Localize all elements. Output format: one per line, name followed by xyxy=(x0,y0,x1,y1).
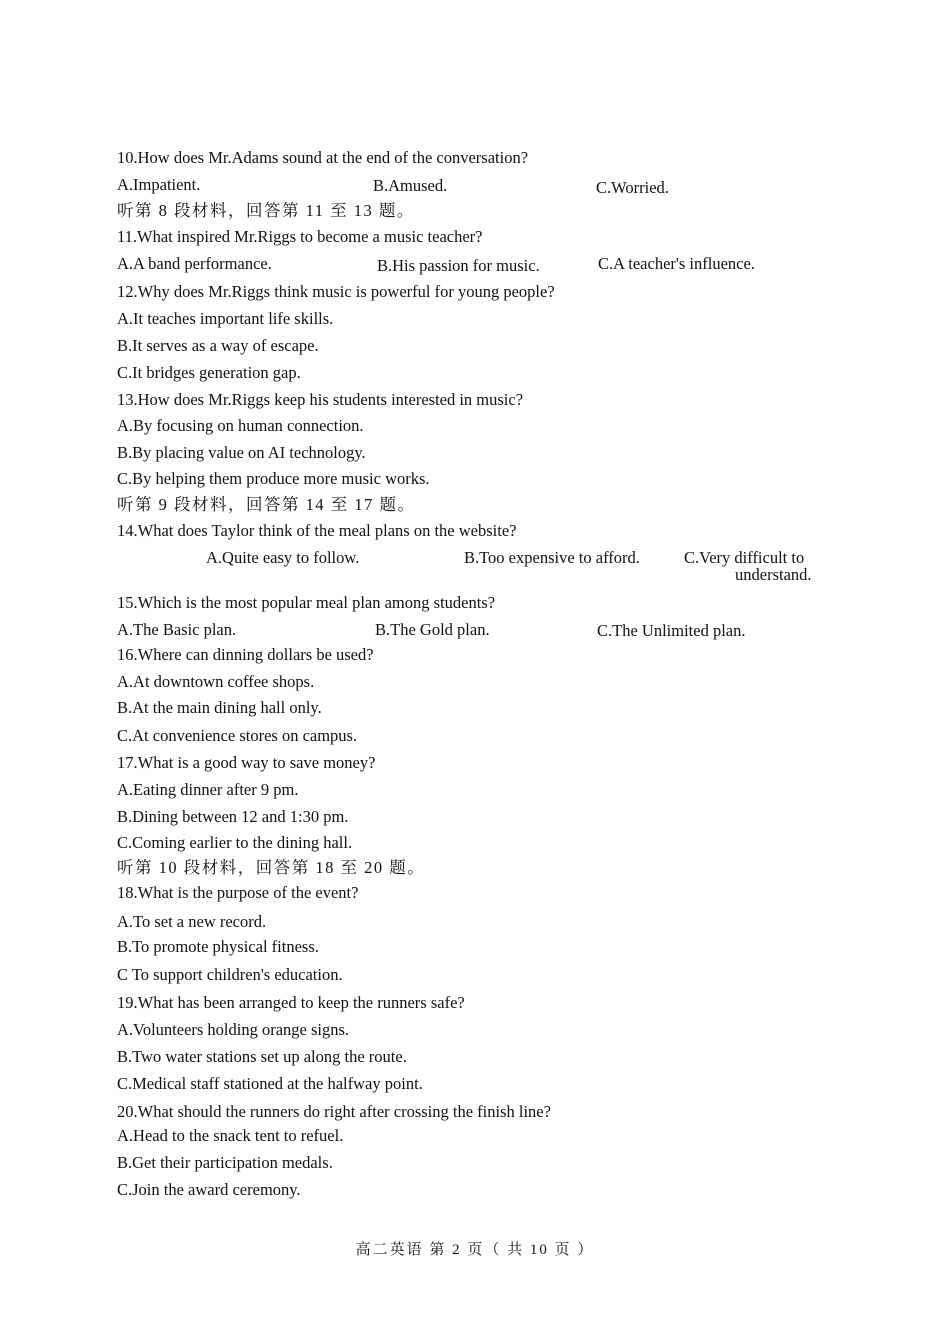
question-10-stem: 10.How does Mr.Adams sound at the end of the conversation? xyxy=(117,148,529,167)
question-19-stem: 19.What has been arranged to keep the runners safe? xyxy=(117,993,465,1012)
question-15-option-a: A.The Basic plan. xyxy=(117,620,237,639)
question-20-option-b: B.Get their participation medals. xyxy=(117,1153,333,1172)
question-13-option-c: C.By helping them produce more music works. xyxy=(117,469,430,488)
question-15-option-c: C.The Unlimited plan. xyxy=(597,621,746,640)
question-16-option-b: B.At the main dining hall only. xyxy=(117,698,322,717)
question-15-option-b: B.The Gold plan. xyxy=(375,620,490,639)
question-16-option-a: A.At downtown coffee shops. xyxy=(117,672,315,691)
question-15-stem: 15.Which is the most popular meal plan among students? xyxy=(117,593,496,612)
question-20-stem: 20.What should the runners do right after crossing the finish line? xyxy=(117,1102,551,1121)
question-16-stem: 16.Where can dinning dollars be used? xyxy=(117,645,374,664)
question-14-option-c-continued: understand. xyxy=(735,565,812,584)
question-12-option-c: C.It bridges generation gap. xyxy=(117,363,301,382)
question-17-option-c: C.Coming earlier to the dining hall. xyxy=(117,833,353,852)
question-17-stem: 17.What is a good way to save money? xyxy=(117,753,376,772)
question-12-option-b: B.It serves as a way of escape. xyxy=(117,336,319,355)
question-13-option-b: B.By placing value on AI technology. xyxy=(117,443,366,462)
question-16-option-c: C.At convenience stores on campus. xyxy=(117,726,358,745)
question-12-option-a: A.It teaches important life skills. xyxy=(117,309,334,328)
question-19-option-b: B.Two water stations set up along the route. xyxy=(117,1047,407,1066)
question-11-option-b: B.His passion for music. xyxy=(377,256,540,275)
section-9-heading: 听第 9 段材料，回答第 14 至 17 题。 xyxy=(117,495,416,514)
section-8-heading: 听第 8 段材料，回答第 11 至 13 题。 xyxy=(117,201,415,220)
question-20-option-a: A.Head to the snack tent to refuel. xyxy=(117,1126,344,1145)
question-12-stem: 12.Why does Mr.Riggs think music is powerful for young people? xyxy=(117,282,555,301)
question-18-stem: 18.What is the purpose of the event? xyxy=(117,883,359,902)
question-13-stem: 13.How does Mr.Riggs keep his students interested in music? xyxy=(117,390,524,409)
question-11-stem: 11.What inspired Mr.Riggs to become a music teacher? xyxy=(117,227,483,246)
question-10-option-a: A.Impatient. xyxy=(117,175,201,194)
question-18-option-c: C To support children's education. xyxy=(117,965,343,984)
question-18-option-a: A.To set a new record. xyxy=(117,912,267,931)
question-19-option-a: A.Volunteers holding orange signs. xyxy=(117,1020,350,1039)
question-17-option-b: B.Dining between 12 and 1:30 pm. xyxy=(117,807,349,826)
question-19-option-c: C.Medical staff stationed at the halfway point. xyxy=(117,1074,423,1093)
question-11-option-a: A.A band performance. xyxy=(117,254,272,273)
section-10-heading: 听第 10 段材料，回答第 18 至 20 题。 xyxy=(117,858,426,877)
page-footer: 高二英语 第 2 页（ 共 10 页 ） xyxy=(355,1242,595,1258)
question-10-option-c: C.Worried. xyxy=(596,178,669,197)
question-20-option-c: C.Join the award ceremony. xyxy=(117,1180,301,1199)
question-10-option-b: B.Amused. xyxy=(373,176,448,195)
question-14-stem: 14.What does Taylor think of the meal plans on the website? xyxy=(117,521,517,540)
question-13-option-a: A.By focusing on human connection. xyxy=(117,416,364,435)
question-14-option-c: C.Very difficult to xyxy=(684,548,805,567)
question-11-option-c: C.A teacher's influence. xyxy=(598,254,755,273)
question-18-option-b: B.To promote physical fitness. xyxy=(117,937,319,956)
question-14-option-a: A.Quite easy to follow. xyxy=(206,548,360,567)
question-17-option-a: A.Eating dinner after 9 pm. xyxy=(117,780,299,799)
question-14-option-b: B.Too expensive to afford. xyxy=(464,548,640,567)
